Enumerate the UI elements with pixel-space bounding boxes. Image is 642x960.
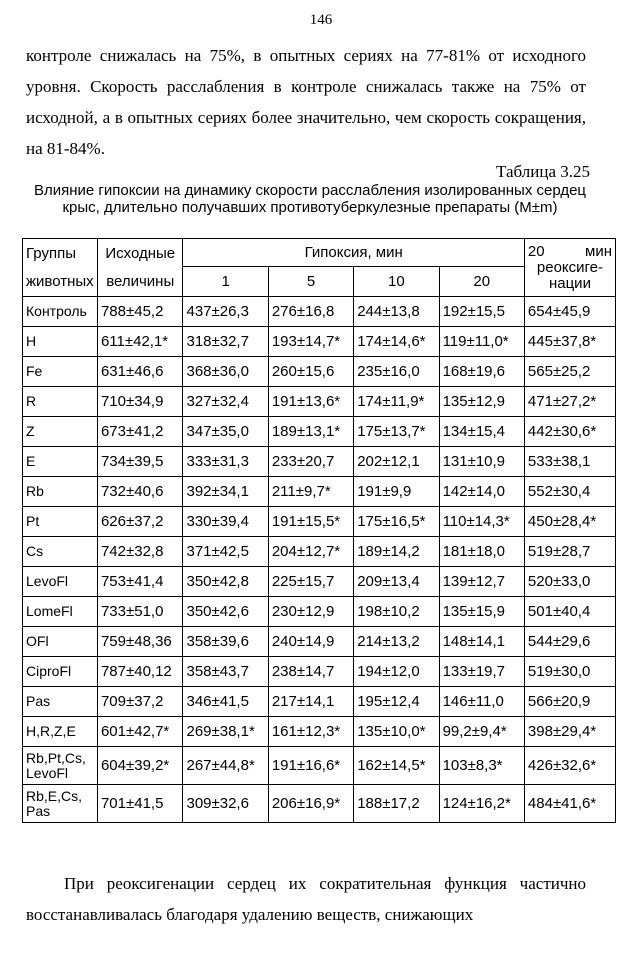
reox-word: реоксиге-нации [536,258,604,292]
table-cell: 330±39,4 [183,507,268,537]
table-cell: 501±40,4 [524,597,615,627]
header-time: 1 [183,267,268,297]
table-cell: 235±16,0 [354,357,439,387]
table-row [23,537,616,567]
table-row [23,687,616,717]
table-cell: 544±29,6 [524,627,615,657]
table-cell: 204±12,7* [268,537,353,567]
header-hypoxia: Гипоксия, мин [183,239,524,267]
table-cell: 142±14,0 [439,477,524,507]
table-cell: 566±20,9 [524,687,615,717]
table-cell: 240±14,9 [268,627,353,657]
table-row [23,387,616,417]
table-cell: 350±42,6 [183,597,268,627]
table-cell: 195±12,4 [354,687,439,717]
table-row [23,297,616,327]
table-cell: 787±40,12 [97,657,183,687]
table-cell: 139±12,7 [439,567,524,597]
table-cell: 350±42,8 [183,567,268,597]
table-cell: 445±37,8* [524,327,615,357]
table-cell: 175±13,7* [354,417,439,447]
table-cell: 191±15,5* [268,507,353,537]
row-group-label: R [23,387,98,417]
table-cell: 146±11,0 [439,687,524,717]
row-group-label: Cs [23,537,98,567]
table-cell: 181±18,0 [439,537,524,567]
table-cell: 309±32,6 [183,785,268,823]
table-row [23,597,616,627]
table-cell: 135±15,9 [439,597,524,627]
table-cell: 710±34,9 [97,387,183,417]
table-cell: 217±14,1 [268,687,353,717]
table-cell: 225±15,7 [268,567,353,597]
table-cell: 175±16,5* [354,507,439,537]
table-title: Влияние гипоксии на динамику скорости расслабления изолированных сердец крыс, длительно получавших противотуберкулезные препараты (M±m) [33,182,587,216]
table-cell: 626±37,2 [97,507,183,537]
table-row [23,447,616,477]
table-cell: 347±35,0 [183,417,268,447]
table-cell: 450±28,4* [524,507,615,537]
table-cell: 471±27,2* [524,387,615,417]
table-cell: 135±12,9 [439,387,524,417]
table-cell: 194±12,0 [354,657,439,687]
row-group-label: Rb [23,477,98,507]
row-group-label: H,R,Z,E [23,717,98,747]
table-row [23,357,616,387]
reox-number: 20 [527,242,545,260]
table-cell: 168±19,6 [439,357,524,387]
table-cell: 174±11,9* [354,387,439,417]
table-cell: 124±16,2* [439,785,524,823]
table-row [23,627,616,657]
table-cell: 753±41,4 [97,567,183,597]
table-cell: 673±41,2 [97,417,183,447]
table-cell: 604±39,2* [97,747,183,785]
table-cell: 260±15,6 [268,357,353,387]
header-reoxygenation [524,239,615,297]
table-cell: 119±11,0* [439,327,524,357]
table-cell: 193±14,7* [268,327,353,357]
table-row [23,785,616,823]
table-cell: 192±15,5 [439,297,524,327]
row-group-label: OFl [23,627,98,657]
table-cell: 202±12,1 [354,447,439,477]
table-cell: 426±32,6* [524,747,615,785]
table-row [23,417,616,447]
table-cell: 191±13,6* [268,387,353,417]
table-row [23,657,616,687]
table-cell: 733±51,0 [97,597,183,627]
table-cell: 174±14,6* [354,327,439,357]
table-cell: 519±30,0 [524,657,615,687]
table-cell: 135±10,0* [354,717,439,747]
table-cell: 244±13,8 [354,297,439,327]
table-cell: 191±16,6* [268,747,353,785]
table-cell: 191±9,9 [354,477,439,507]
page-number: 146 [309,12,333,28]
row-group-label: Pt [23,507,98,537]
row-group-label: Pas [23,687,98,717]
table-cell: 110±14,3* [439,507,524,537]
table-cell: 133±19,7 [439,657,524,687]
table-cell: 346±41,5 [183,687,268,717]
table-cell: 358±39,6 [183,627,268,657]
table-row [23,507,616,537]
row-group-label: Контроль [23,297,98,327]
table-cell: 214±13,2 [354,627,439,657]
row-group-label: CiproFl [23,657,98,687]
table-cell: 732±40,6 [97,477,183,507]
table-cell: 565±25,2 [524,357,615,387]
row-group-label: H [23,327,98,357]
table-cell: 267±44,8* [183,747,268,785]
table-cell: 188±17,2 [354,785,439,823]
table-cell: 611±42,1* [97,327,183,357]
table-cell: 533±38,1 [524,447,615,477]
table-cell: 161±12,3* [268,717,353,747]
table-cell: 552±30,4 [524,477,615,507]
table-cell: 206±16,9* [268,785,353,823]
table-cell: 148±14,1 [439,627,524,657]
row-group-label: E [23,447,98,477]
table-cell: 398±29,4* [524,717,615,747]
paragraph-bottom: При реоксигенации сердец их сократительная функция частично восстанавливалась благодаря удалению веществ, снижающих [26,874,586,924]
header-time: 20 [439,267,524,297]
row-group-label: Z [23,417,98,447]
header-time: 5 [268,267,353,297]
table-cell: 209±13,4 [354,567,439,597]
table-row [23,717,616,747]
table-row [23,327,616,357]
table-cell: 211±9,7* [268,477,353,507]
table-cell: 734±39,5 [97,447,183,477]
table-cell: 162±14,5* [354,747,439,785]
header-initial: Исходные величины [97,239,183,297]
table-cell: 233±20,7 [268,447,353,477]
data-table [22,238,616,823]
table-cell: 442±30,6* [524,417,615,447]
reox-unit: мин [585,242,612,260]
table-cell: 189±14,2 [354,537,439,567]
table-cell: 358±43,7 [183,657,268,687]
row-group-label: Fe [23,357,98,387]
table-cell: 371±42,5 [183,537,268,567]
table-cell: 333±31,3 [183,447,268,477]
table-cell: 601±42,7* [97,717,183,747]
table-cell: 99,2±9,4* [439,717,524,747]
table-row [23,567,616,597]
table-row [23,477,616,507]
table-cell: 276±16,8 [268,297,353,327]
table-cell: 230±12,9 [268,597,353,627]
table-cell: 788±45,2 [97,297,183,327]
table-cell: 368±36,0 [183,357,268,387]
table-label: Таблица 3.25 [496,162,590,181]
header-time: 10 [354,267,439,297]
table-cell: 742±32,8 [97,537,183,567]
row-group-label: LomeFl [23,597,98,627]
table-cell: 631±46,6 [97,357,183,387]
row-group-label: LevoFl [23,567,98,597]
table-cell: 709±37,2 [97,687,183,717]
table-cell: 484±41,6* [524,785,615,823]
table-cell: 269±38,1* [183,717,268,747]
table-cell: 437±26,3 [183,297,268,327]
table-cell: 520±33,0 [524,567,615,597]
table-cell: 103±8,3* [439,747,524,785]
table-cell: 134±15,4 [439,417,524,447]
table-cell: 318±32,7 [183,327,268,357]
header-group: Группы животных [23,239,98,297]
table-cell: 654±45,9 [524,297,615,327]
table-cell: 198±10,2 [354,597,439,627]
table-cell: 327±32,4 [183,387,268,417]
table-cell: 519±28,7 [524,537,615,567]
row-group-label: Rb,E,Cs, Pas [23,785,98,823]
table-cell: 759±48,36 [97,627,183,657]
table-cell: 701±41,5 [97,785,183,823]
table-row [23,747,616,785]
paragraph-top: контроле снижалась на 75%, в опытных сериях на 77-81% от исходного уровня. Скорость расслабления в контроле снижалась также на 75% от исходной, а в опытных сериях более значительно, чем скорость сокращения, на 81-84%. [26,46,586,158]
table-cell: 392±34,1 [183,477,268,507]
table-cell: 131±10,9 [439,447,524,477]
table-cell: 238±14,7 [268,657,353,687]
table-cell: 189±13,1* [268,417,353,447]
row-group-label: Rb,Pt,Cs, LevoFl [23,747,98,785]
